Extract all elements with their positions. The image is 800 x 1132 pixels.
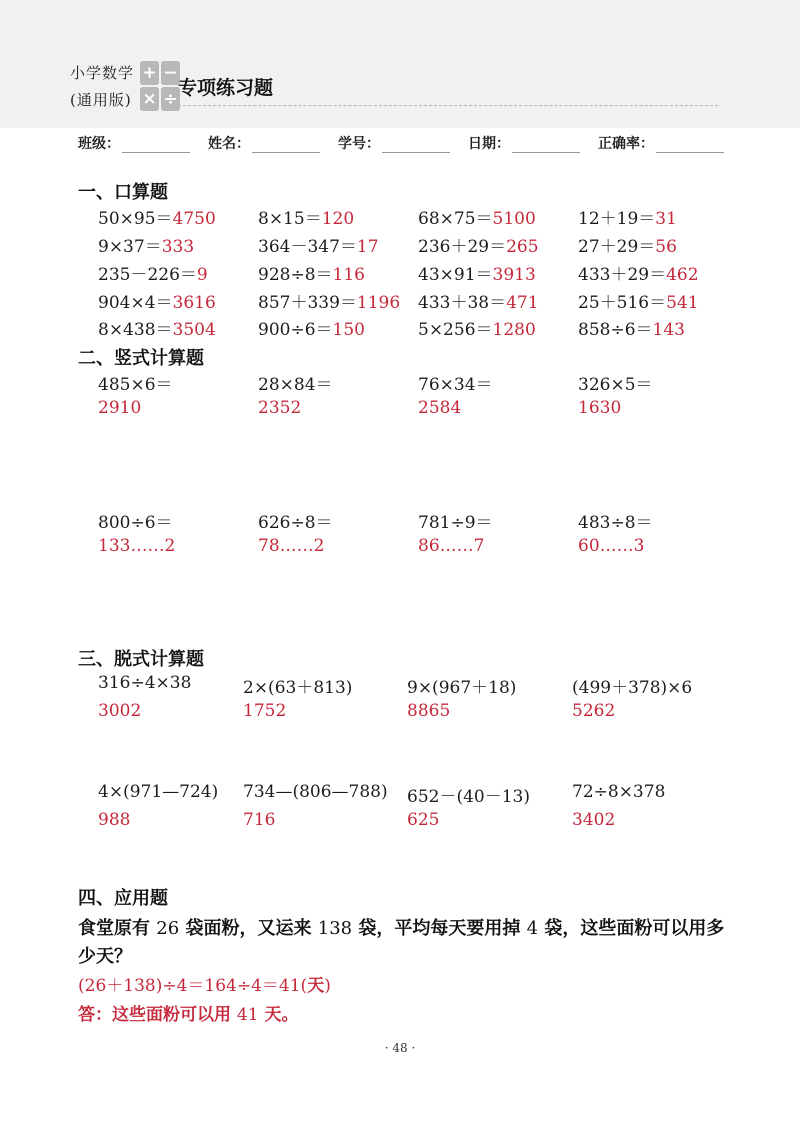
stepwise-answer: 716 bbox=[243, 810, 276, 830]
stepwise-question: (499＋378)×6 bbox=[572, 678, 693, 698]
oral-answer: 3616 bbox=[172, 293, 216, 313]
application-question bbox=[78, 915, 728, 971]
stepwise-answer: 3002 bbox=[98, 701, 142, 721]
answer-number: 41 bbox=[236, 1005, 259, 1025]
operator-icons bbox=[140, 61, 180, 111]
stepwise-answer: 8865 bbox=[407, 701, 451, 721]
oral-answer: 9 bbox=[196, 265, 208, 285]
work-close: ) bbox=[324, 976, 331, 996]
question-text: 袋面粉，又运来 bbox=[185, 918, 312, 939]
stepwise-question: 4×(971—724) bbox=[98, 782, 219, 802]
answer-suffix: 天。 bbox=[264, 1005, 299, 1025]
oral-answer: 3913 bbox=[492, 265, 536, 285]
section-application-title: 四、应用题 bbox=[78, 888, 168, 909]
brand-label bbox=[70, 60, 134, 114]
name-label: 姓名： bbox=[208, 136, 250, 152]
stepwise-question: 2×(63＋813) bbox=[243, 678, 353, 698]
name-blank[interactable] bbox=[252, 136, 320, 153]
stepwise-answer: 1752 bbox=[243, 701, 287, 721]
student-id-label: 学号： bbox=[338, 136, 380, 152]
stepwise-answer: 5262 bbox=[572, 701, 616, 721]
oral-answer: 17 bbox=[356, 237, 379, 257]
minus-icon: − bbox=[161, 61, 180, 85]
vertical-answer: 78……2 bbox=[258, 536, 325, 556]
work-expression: (26＋138)÷4＝164÷4＝41( bbox=[78, 976, 308, 996]
oral-question: 50×95＝4750 bbox=[98, 209, 216, 229]
multiply-icon: × bbox=[140, 87, 159, 111]
vertical-answer: 2352 bbox=[258, 398, 302, 418]
oral-question: 235－226＝9 bbox=[98, 265, 208, 285]
oral-question: 8×15＝120 bbox=[258, 209, 355, 229]
stepwise-answer: 3402 bbox=[572, 810, 616, 830]
oral-question: 68×75＝5100 bbox=[418, 209, 536, 229]
vertical-answer: 133……2 bbox=[98, 536, 176, 556]
oral-question: 904×4＝3616 bbox=[98, 293, 216, 313]
vertical-question: 76×34＝ bbox=[418, 375, 493, 395]
stepwise-question: 9×(967＋18) bbox=[407, 678, 517, 698]
oral-answer: 116 bbox=[332, 265, 365, 285]
oral-question: 25＋516＝541 bbox=[578, 293, 699, 313]
question-text: 食堂原有 bbox=[78, 918, 150, 939]
accuracy-label: 正确率： bbox=[598, 136, 654, 152]
brand-line-1: 小学数学 bbox=[70, 64, 135, 82]
oral-question: 43×91＝3913 bbox=[418, 265, 536, 285]
vertical-question: 28×84＝ bbox=[258, 375, 333, 395]
question-text: 袋，平均每天要用掉 bbox=[358, 918, 521, 939]
vertical-answer: 60……3 bbox=[578, 536, 645, 556]
oral-question: 900÷6＝150 bbox=[258, 320, 365, 340]
oral-question: 857＋339＝1196 bbox=[258, 293, 401, 313]
stepwise-question: 316÷4×38 bbox=[98, 673, 192, 693]
vertical-answer: 1630 bbox=[578, 398, 622, 418]
oral-answer: 265 bbox=[506, 237, 539, 257]
brand-line-2: (通用版) bbox=[70, 91, 132, 109]
section-vertical-title: 二、竖式计算题 bbox=[78, 348, 204, 369]
accuracy-field[interactable] bbox=[598, 133, 724, 153]
vertical-answer: 86……7 bbox=[418, 536, 485, 556]
section-stepwise-title: 三、脱式计算题 bbox=[78, 649, 204, 670]
question-number: 4 bbox=[526, 918, 539, 939]
vertical-question: 326×5＝ bbox=[578, 375, 653, 395]
oral-answer: 4750 bbox=[172, 209, 216, 229]
student-id-field[interactable] bbox=[338, 133, 450, 153]
oral-question: 433＋29＝462 bbox=[578, 265, 699, 285]
oral-question: 433＋38＝471 bbox=[418, 293, 539, 313]
oral-answer: 150 bbox=[332, 320, 365, 340]
application-answer bbox=[78, 1000, 298, 1025]
oral-question: 8×438＝3504 bbox=[98, 320, 216, 340]
divide-icon: ÷ bbox=[161, 87, 180, 111]
oral-answer: 5100 bbox=[492, 209, 536, 229]
oral-answer: 1196 bbox=[356, 293, 401, 313]
class-blank[interactable] bbox=[122, 136, 190, 153]
page-number: · 48 · bbox=[384, 1041, 416, 1055]
oral-question: 5×256＝1280 bbox=[418, 320, 536, 340]
oral-answer: 143 bbox=[652, 320, 685, 340]
accuracy-blank[interactable] bbox=[656, 136, 724, 153]
oral-question: 364－347＝17 bbox=[258, 237, 379, 257]
date-blank[interactable] bbox=[512, 136, 580, 153]
vertical-question: 626÷8＝ bbox=[258, 513, 333, 533]
oral-answer: 1280 bbox=[492, 320, 536, 340]
stepwise-question: 652－(40－13) bbox=[407, 787, 530, 807]
vertical-question: 485×6＝ bbox=[98, 375, 173, 395]
oral-question: 858÷6＝143 bbox=[578, 320, 685, 340]
student-id-blank[interactable] bbox=[382, 136, 450, 153]
application-work bbox=[78, 971, 331, 996]
plus-icon: + bbox=[140, 61, 159, 85]
oral-answer: 31 bbox=[655, 209, 677, 229]
date-label: 日期： bbox=[468, 136, 510, 152]
name-field[interactable] bbox=[208, 133, 320, 153]
question-number: 26 bbox=[156, 918, 180, 939]
oral-answer: 462 bbox=[666, 265, 699, 285]
class-label: 班级： bbox=[78, 136, 120, 152]
answer-prefix: 答：这些面粉可以用 bbox=[78, 1005, 231, 1025]
vertical-answer: 2910 bbox=[98, 398, 142, 418]
oral-answer: 120 bbox=[321, 209, 355, 229]
oral-answer: 3504 bbox=[172, 320, 216, 340]
question-number: 138 bbox=[317, 918, 353, 939]
oral-answer: 333 bbox=[161, 237, 195, 257]
vertical-question: 781÷9＝ bbox=[418, 513, 493, 533]
vertical-question: 800÷6＝ bbox=[98, 513, 173, 533]
oral-answer: 56 bbox=[655, 237, 677, 257]
stepwise-answer: 988 bbox=[98, 810, 131, 830]
oral-answer: 541 bbox=[666, 293, 699, 313]
worksheet-title: 专项练习题 bbox=[178, 77, 274, 99]
oral-question: 236＋29＝265 bbox=[418, 237, 539, 257]
stepwise-question: 734—(806—788) bbox=[243, 782, 388, 802]
oral-question: 27＋29＝56 bbox=[578, 237, 677, 257]
work-unit: 天 bbox=[307, 976, 325, 996]
question-text: 袋，这些面粉可以用多少天？ bbox=[78, 918, 725, 967]
oral-answer: 471 bbox=[506, 293, 539, 313]
oral-question: 9×37＝333 bbox=[98, 237, 195, 257]
vertical-answer: 2584 bbox=[418, 398, 462, 418]
class-field[interactable] bbox=[78, 133, 190, 153]
oral-question: 12＋19＝31 bbox=[578, 209, 677, 229]
section-oral-title: 一、口算题 bbox=[78, 182, 168, 203]
header-divider bbox=[178, 105, 718, 106]
date-field[interactable] bbox=[468, 133, 580, 153]
oral-question: 928÷8＝116 bbox=[258, 265, 365, 285]
stepwise-question: 72÷8×378 bbox=[572, 782, 666, 802]
stepwise-answer: 625 bbox=[407, 810, 440, 830]
vertical-question: 483÷8＝ bbox=[578, 513, 653, 533]
